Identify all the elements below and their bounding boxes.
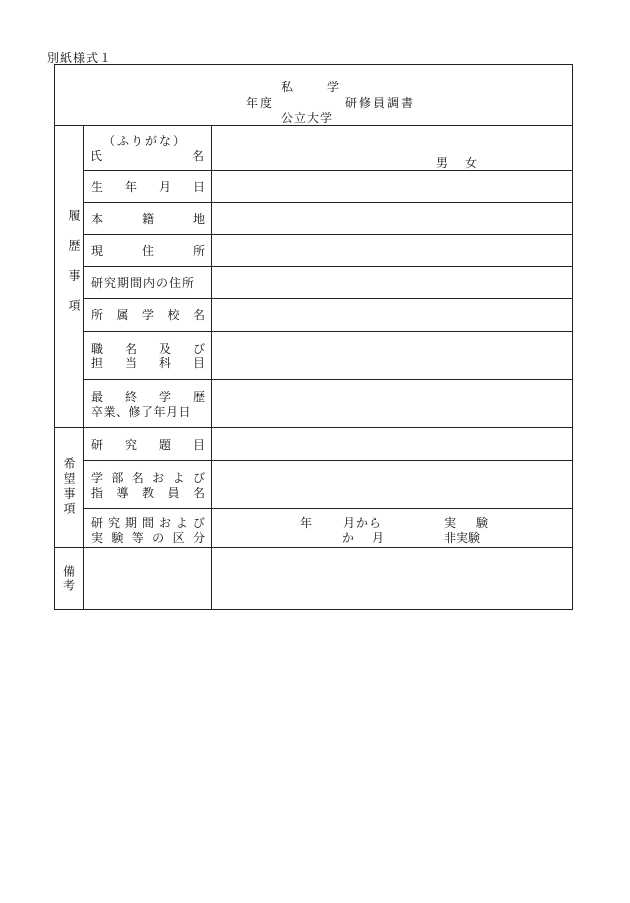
label-period-1: 研 究 期 間 お よ び: [91, 516, 205, 530]
label-education-1: 最 終 学 歴: [91, 390, 205, 404]
divider: [83, 379, 573, 380]
divider: [83, 234, 573, 235]
option-experiment: 実 験: [444, 516, 493, 530]
divider: [83, 460, 573, 461]
period-year: 年: [300, 516, 313, 530]
title-year: 年度: [246, 96, 275, 110]
label-education-2: 卒業、修了年月日: [91, 405, 192, 419]
form-label: 別紙様式１: [47, 51, 113, 65]
label-furigana: （ふりがな）: [103, 134, 188, 148]
label-faculty-2: 指 導 教 員 名: [91, 486, 205, 500]
sex-female: 女: [465, 156, 478, 170]
divider: [83, 508, 573, 509]
divider: [83, 331, 573, 332]
label-faculty-1: 学 部 名 お よ び: [91, 471, 205, 485]
label-birth: 生 年 月 日: [91, 180, 205, 194]
period-months-b: 月: [372, 531, 385, 545]
divider: [83, 298, 573, 299]
form-table: [54, 64, 573, 610]
section-history: 履歴事項: [67, 209, 81, 329]
label-domicile: 本 籍 地: [91, 212, 205, 226]
label-topic: 研 究 題 目: [91, 438, 205, 452]
divider: [55, 125, 573, 126]
divider: [83, 202, 573, 203]
title-main: 研修員調書: [345, 96, 416, 110]
title-line3: 公立大学: [281, 111, 334, 125]
divider: [55, 547, 573, 548]
label-job-1: 職 名 及 び: [91, 342, 205, 356]
label-job-2: 担 当 科 目: [91, 356, 205, 370]
title-line1-right: 学: [327, 80, 340, 94]
label-period-2: 実 験 等 の 区 分: [91, 531, 205, 545]
sex-male: 男: [436, 156, 449, 170]
label-name-a: 氏: [90, 149, 103, 163]
divider: [211, 125, 212, 610]
label-research-address: 研究期間内の住所: [91, 276, 196, 290]
divider: [83, 170, 573, 171]
period-months-a: か: [342, 531, 355, 545]
divider: [55, 427, 573, 428]
label-school: 所 属 学 校 名: [91, 308, 205, 322]
divider: [83, 125, 84, 610]
section-notes: 備考: [61, 565, 76, 593]
divider: [83, 266, 573, 267]
period-from: 月から: [343, 516, 383, 530]
section-hope: 希望事項: [62, 457, 76, 517]
label-name-b: 名: [192, 149, 205, 163]
label-address: 現 住 所: [91, 244, 205, 258]
option-non-experiment: 非実験: [444, 531, 481, 545]
title-line1-left: 私: [281, 80, 294, 94]
